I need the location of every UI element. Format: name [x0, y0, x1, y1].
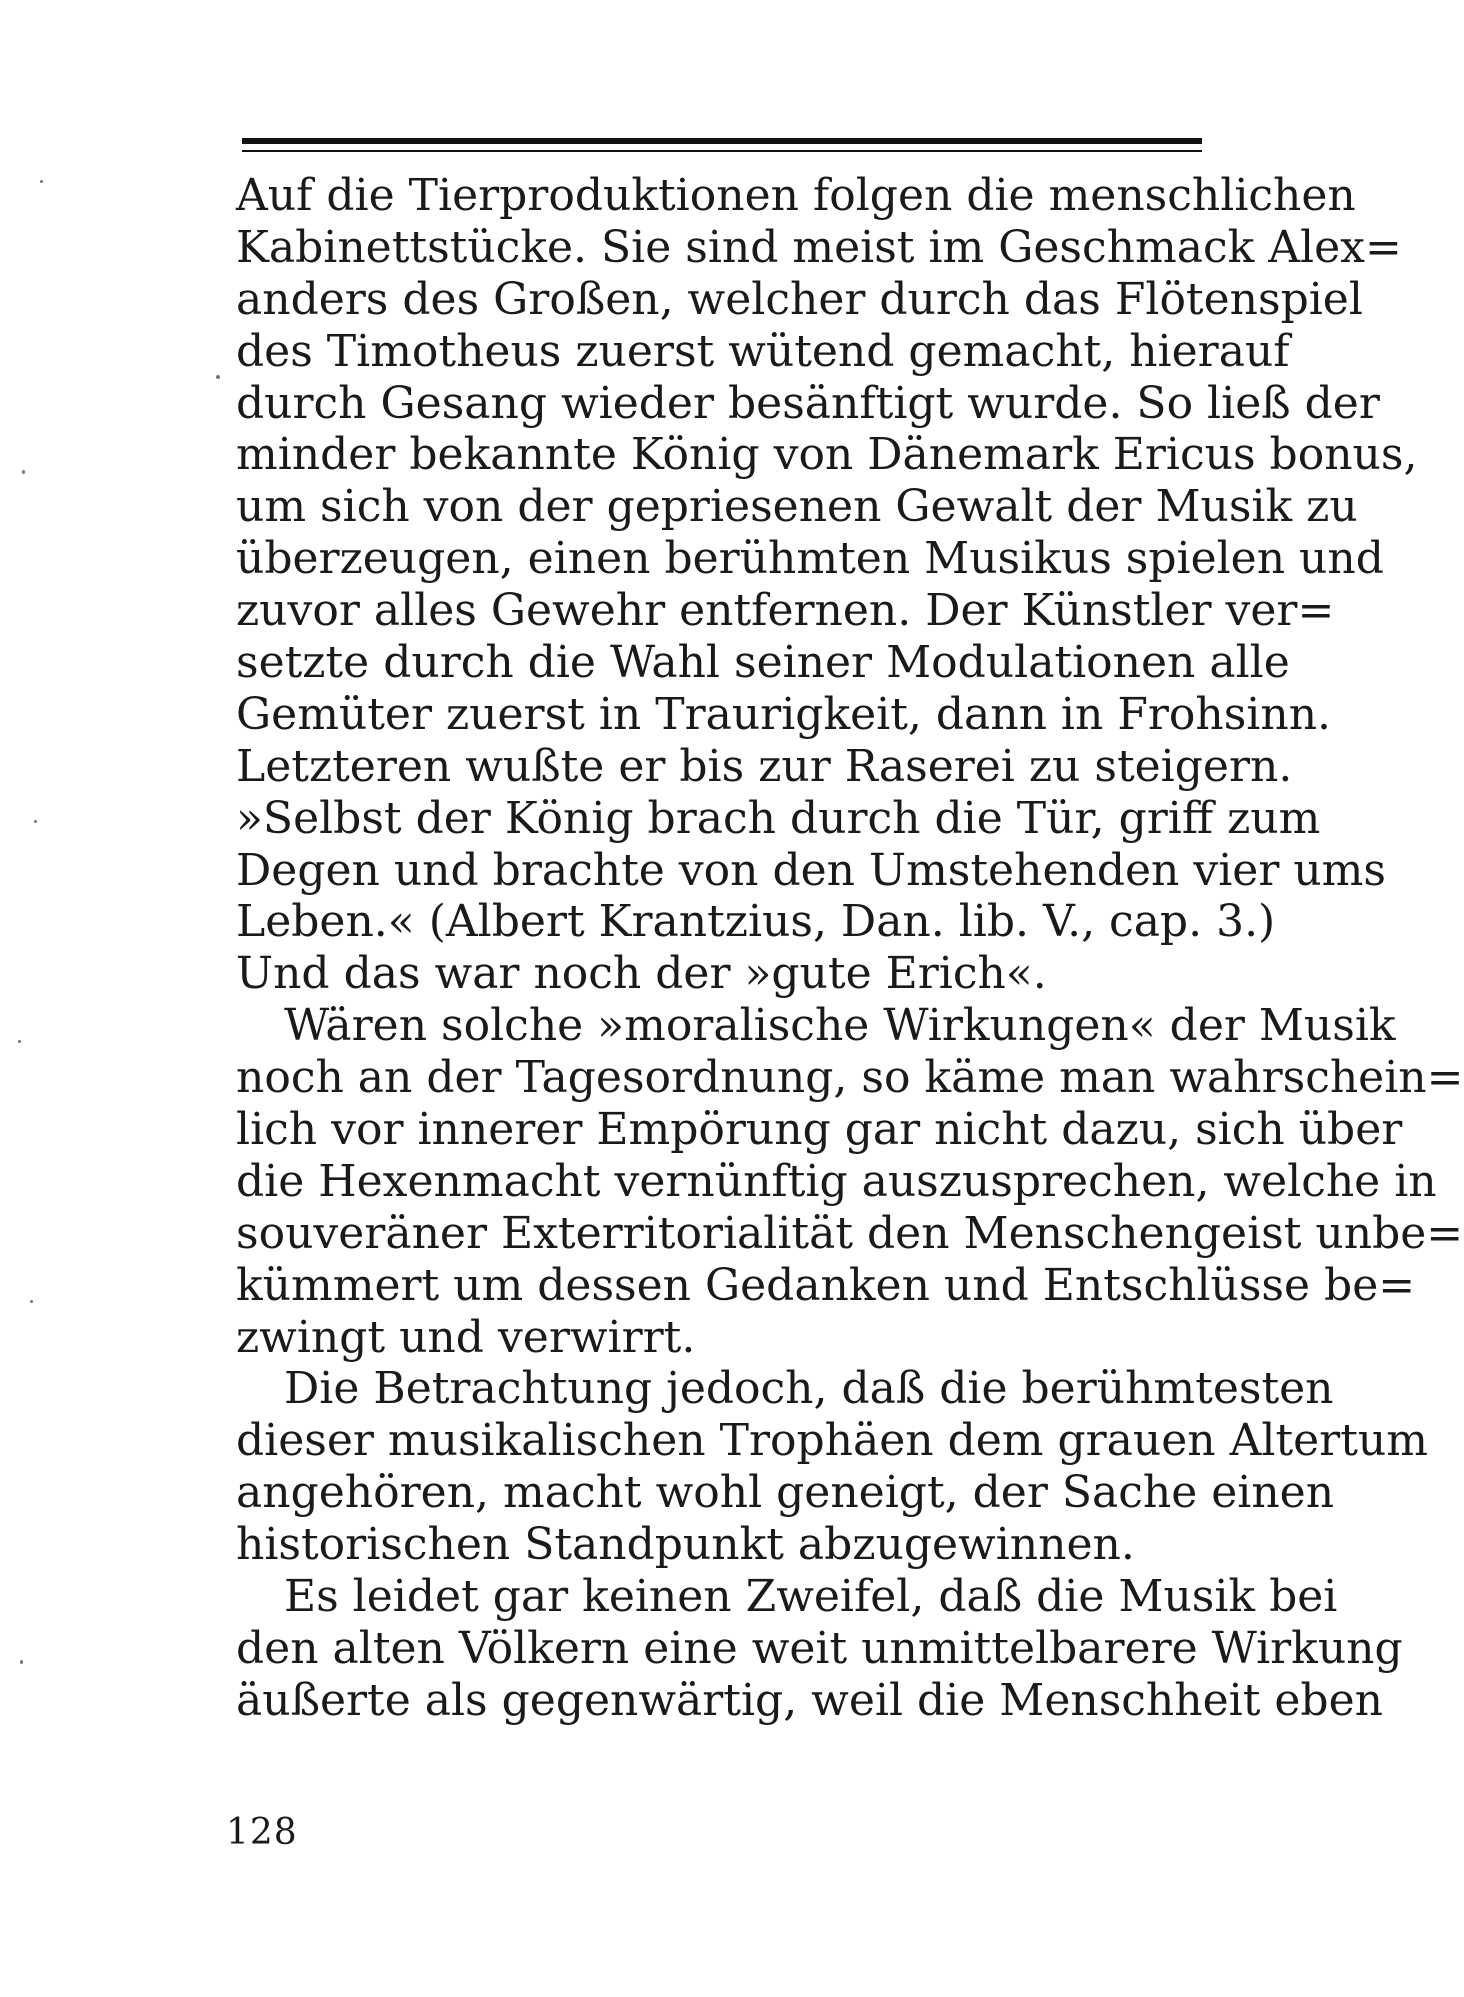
page-number: 128 [226, 1812, 298, 1853]
text-line: anders des Großen, welcher durch das Flötenspiel [236, 273, 1363, 325]
scan-speck [18, 1040, 21, 1043]
text-line: überzeugen, einen berühmten Musikus spielen und [236, 533, 1384, 585]
scan-speck [30, 1300, 33, 1303]
text-line: Degen und brachte von den Umstehenden vier ums [236, 844, 1386, 896]
text-line: Auf die Tierproduktionen folgen die menschlichen [236, 170, 1356, 221]
text-line: den alten Völkern eine weit unmittelbarere Wirkung [236, 1622, 1403, 1674]
text-line: um sich von der gepriesenen Gewalt der Musik zu [236, 481, 1358, 533]
header-rule-thin [242, 150, 1202, 152]
scan-speck [34, 820, 37, 823]
text-line: die Hexenmacht vernünftig auszusprechen, welche in [236, 1155, 1437, 1207]
header-rule-thick [242, 138, 1202, 144]
text-line: minder bekannte König von Dänemark Ericus bonus, [236, 429, 1418, 481]
scan-speck [20, 1660, 23, 1664]
text-line: Gemüter zuerst in Traurigkeit, dann in Frohsinn. [236, 688, 1332, 740]
text-line: dieser musikalischen Trophäen dem grauen Altertum [236, 1415, 1428, 1467]
text-line: Leben.« (Albert Krantzius, Dan. lib. V., cap. 3.) [236, 896, 1276, 948]
text-line: Letzteren wußte er bis zur Raserei zu steigern. [236, 740, 1293, 792]
text-line: lich vor innerer Empörung gar nicht dazu, sich über [236, 1104, 1403, 1156]
text-line: historischen Standpunkt abzugewinnen. [236, 1519, 1135, 1571]
scan-speck [216, 375, 220, 379]
text-line: »Selbst der König brach durch die Tür, griff zum [236, 792, 1321, 844]
text-line: Und das war noch der »gute Erich«. [236, 948, 1047, 1000]
text-line: kümmert um dessen Gedanken und Entschlüsse be= [236, 1259, 1416, 1311]
text-line: noch an der Tagesordnung, so käme man wahrschein= [236, 1052, 1464, 1104]
scan-speck [22, 470, 25, 474]
text-line: setzte durch die Wahl seiner Modulationen alle [236, 637, 1290, 689]
text-line: durch Gesang wieder besänftigt wurde. So ließ der [236, 377, 1380, 429]
body-text [236, 170, 1464, 1727]
text-line: äußerte als gegenwärtig, weil die Menschheit eben [236, 1674, 1383, 1726]
text-line: Wären solche »moralische Wirkungen« der Musik [284, 1000, 1396, 1052]
text-line: Es leidet gar keinen Zweifel, daß die Musik bei [284, 1571, 1338, 1623]
text-line: zwingt und verwirrt. [236, 1311, 696, 1363]
text-line: Kabinettstücke. Sie sind meist im Geschmack Alex= [236, 221, 1402, 273]
scan-speck [40, 180, 43, 183]
text-line: des Timotheus zuerst wütend gemacht, hierauf [236, 325, 1290, 377]
text-line: zuvor alles Gewehr entfernen. Der Künstler ver= [236, 585, 1335, 637]
text-line: angehören, macht wohl geneigt, der Sache einen [236, 1467, 1335, 1519]
text-line: souveräner Exterritorialität den Menschengeist unbe= [236, 1207, 1464, 1259]
text-line: Die Betrachtung jedoch, daß die berühmtesten [284, 1363, 1334, 1415]
